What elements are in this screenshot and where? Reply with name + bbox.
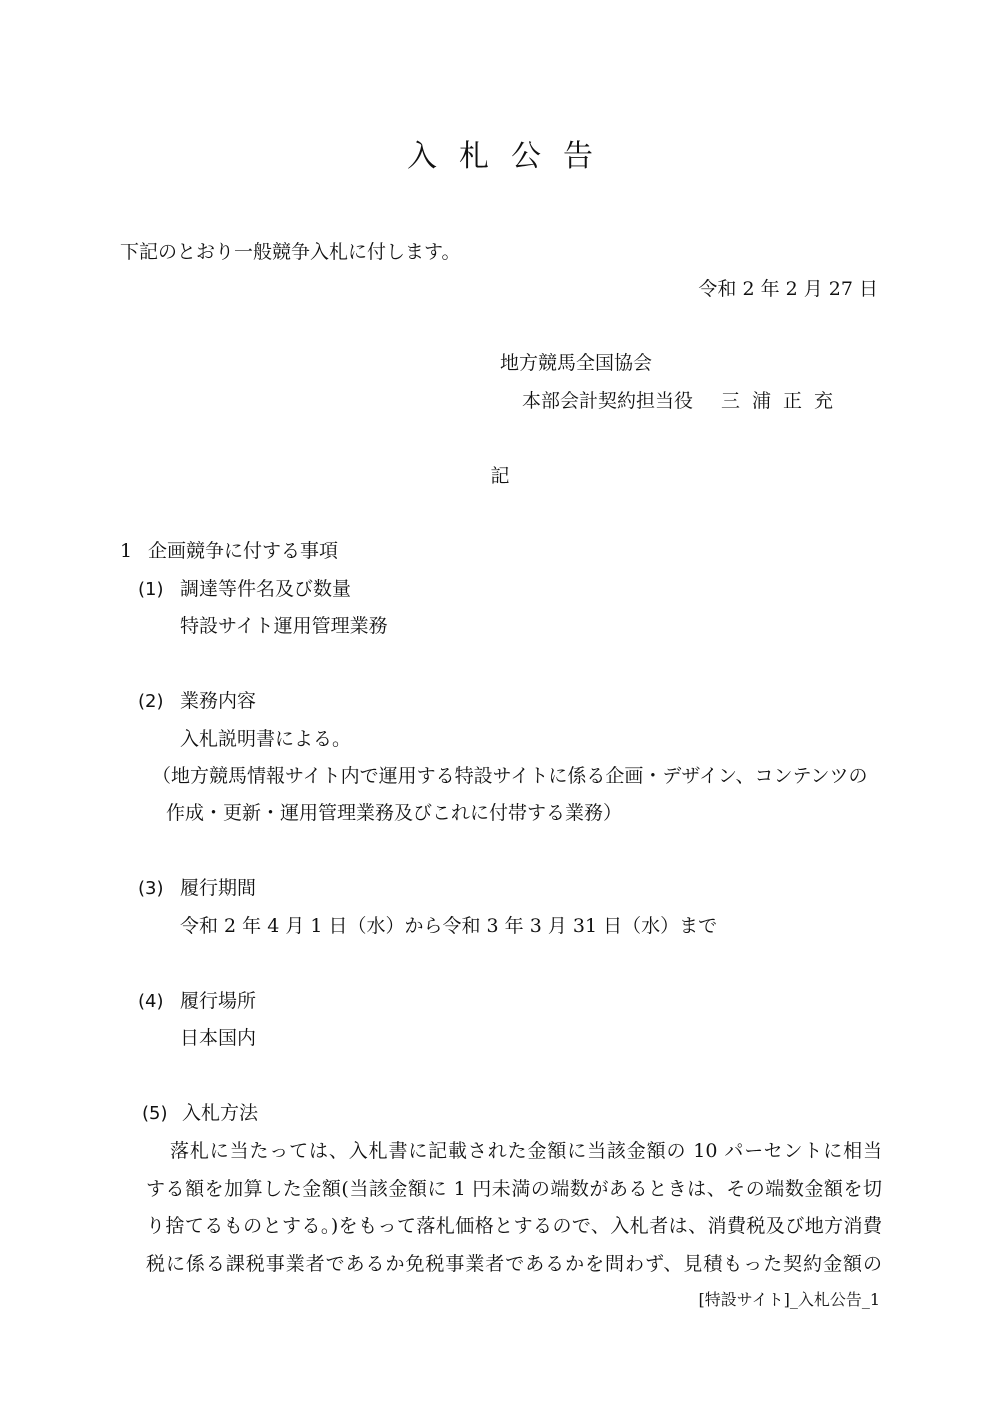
item-number: (2)	[138, 691, 164, 712]
item-title: 履行場所	[180, 990, 257, 1012]
item-4-heading	[138, 992, 256, 1011]
item-5-paragraph-line: する額を加算した金額(当該金額に 1 円未満の端数があるときは、その端数金額を切	[146, 1178, 882, 1200]
item-title: 入札方法	[182, 1102, 259, 1124]
item-5-paragraph-line: 税に係る課税事業者であるか免税事業者であるかを問わず、見積もった契約金額の	[146, 1253, 882, 1275]
item-2-body: 入札説明書による。	[180, 728, 352, 750]
section-number: 1	[120, 540, 133, 562]
item-1-body: 特設サイト運用管理業務	[180, 615, 388, 637]
item-3-body: 令和 2 年 4 月 1 日（水）から令和 3 年 3 月 31 日（水）まで	[180, 915, 718, 937]
item-2-heading	[138, 692, 256, 711]
item-title: 業務内容	[180, 690, 257, 712]
issuer-organization: 地方競馬全国協会	[500, 352, 653, 374]
item-1-heading	[138, 580, 351, 599]
issue-date: 令和 2 年 2 月 27 日	[698, 278, 878, 300]
item-2-note-line2: 作成・更新・運用管理業務及びこれに付帯する業務）	[166, 802, 623, 824]
item-number: (5)	[142, 1103, 168, 1124]
item-5-paragraph-line: 落札に当たっては、入札書に記載された金額に当該金額の 10 パーセントに相当	[170, 1140, 882, 1162]
intro-text: 下記のとおり一般競争入札に付します。	[120, 241, 461, 263]
item-title: 履行期間	[180, 877, 257, 899]
item-3-heading	[138, 879, 256, 898]
item-number: (3)	[138, 878, 164, 899]
issuer-name: 三浦正充	[721, 390, 846, 412]
item-2-note-line1: （地方競馬情報サイト内で運用する特設サイトに係る企画・デザイン、コンテンツの	[152, 765, 868, 787]
section-1-heading	[120, 542, 338, 561]
item-5-heading	[142, 1104, 258, 1123]
item-4-body: 日本国内	[180, 1027, 257, 1049]
item-number: (4)	[138, 991, 164, 1012]
section-title: 企画競争に付する事項	[148, 540, 339, 562]
issuer-officer	[522, 392, 845, 411]
item-title: 調達等件名及び数量	[180, 578, 352, 600]
ki-marker: 記	[490, 465, 510, 487]
item-number: (1)	[138, 579, 164, 600]
item-5-paragraph-line: り捨てるものとする。)をもって落札価格とするので、入札者は、消費税及び地方消費	[146, 1215, 882, 1237]
issuer-role: 本部会計契約担当役	[522, 390, 694, 412]
page-title: 入札公告	[407, 139, 615, 174]
page-footer: [特設サイト]_入札公告_1	[698, 1290, 880, 1309]
